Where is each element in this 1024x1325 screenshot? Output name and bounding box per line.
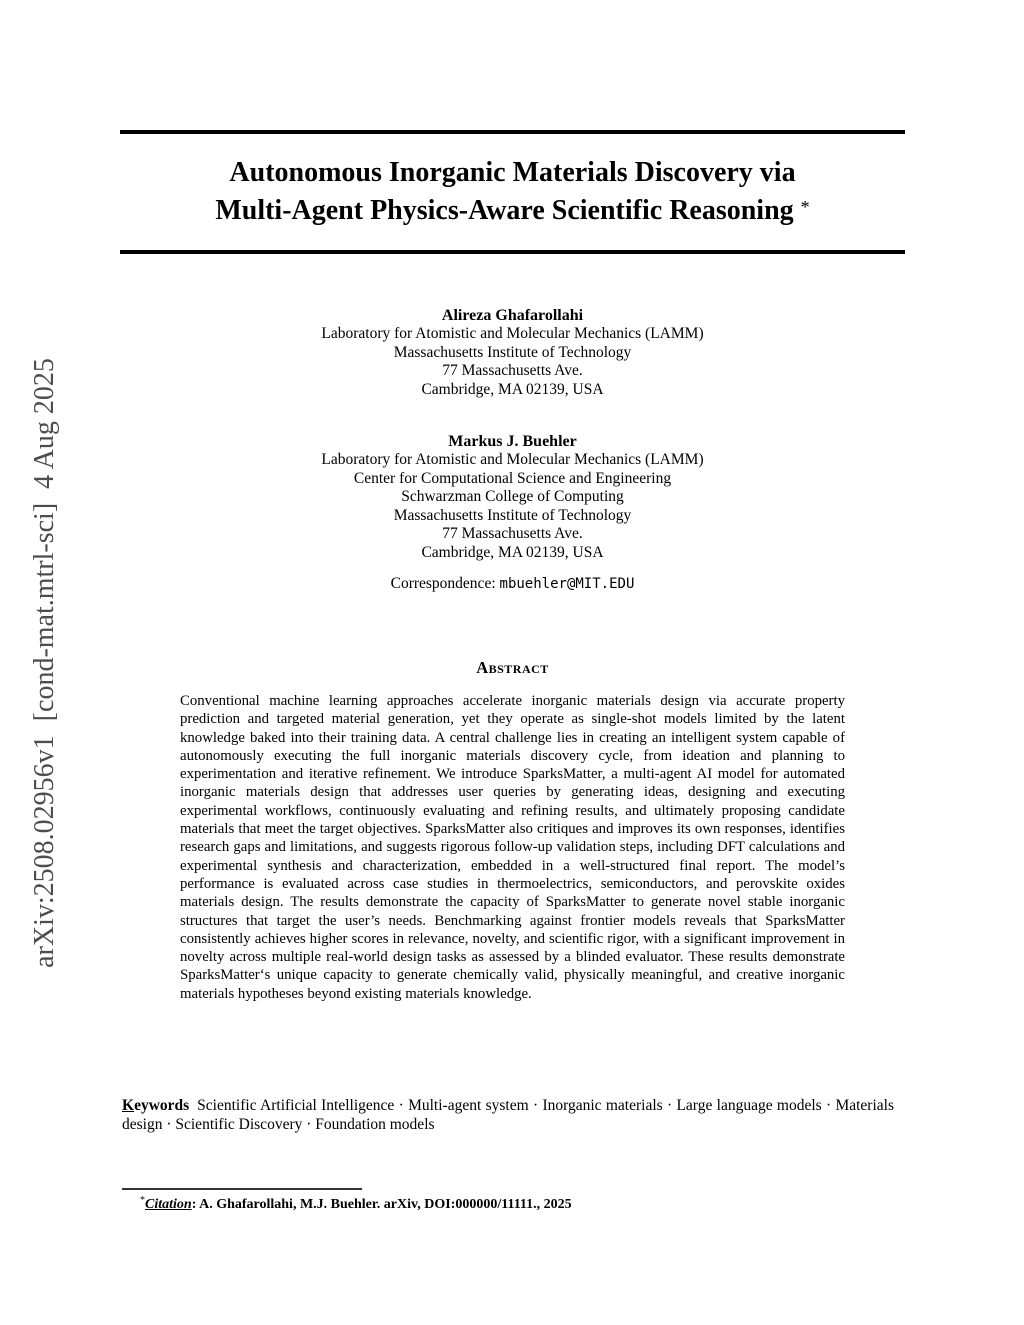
keywords-label: eywords	[134, 1097, 190, 1114]
header-rule-top	[120, 130, 905, 134]
footnote-asterisk: *	[140, 1195, 145, 1206]
paper-title-line1: Autonomous Inorganic Materials Discovery via	[229, 157, 796, 188]
keywords-section	[122, 1096, 894, 1134]
keywords-label-initial: K	[122, 1097, 135, 1114]
paper-title	[120, 155, 905, 228]
keywords-list: Scientific Artificial Intelligence · Multi-agent system · Inorganic materials · Large language models · Materials design · Scientific Discovery · Foundation models	[122, 1097, 894, 1133]
author-1-affiliation-line: Laboratory for Atomistic and Molecular Mechanics (LAMM)	[321, 325, 704, 342]
arxiv-sidebar-stamp: arXiv:2508.02956v1 [cond-mat.mtrl-sci] 4 Aug 2025	[29, 358, 60, 968]
author-2-affiliation-line: Laboratory for Atomistic and Molecular Mechanics (LAMM)	[321, 451, 704, 468]
author-1-name: Alireza Ghafarollahi	[441, 307, 584, 324]
author-2-affiliation-line: Center for Computational Science and Engineering	[353, 469, 672, 487]
correspondence-email: mbuehler@MIT.EDU	[499, 576, 635, 592]
correspondence-line	[120, 575, 905, 593]
author-2-name: Markus J. Buehler	[448, 433, 577, 450]
footnote-citation-text: : A. Ghafarollahi, M.J. Buehler. arXiv, DOI:000000/11111., 2025	[191, 1197, 572, 1212]
author-2-affiliation-line: Schwarzman College of Computing	[401, 488, 624, 506]
author-1-affiliation-line: Massachusetts Institute of Technology	[393, 343, 632, 361]
correspondence-label: Correspondence:	[390, 575, 500, 592]
author-1-affiliation-line: Cambridge, MA 02139, USA	[421, 380, 604, 398]
header-rule-bottom	[120, 250, 905, 254]
author-2-affiliation-line: 77 Massachusetts Ave.	[442, 525, 583, 543]
footnote-rule	[122, 1188, 362, 1190]
abstract-text: Conventional machine learning approaches accelerate inorganic materials design via accurate property prediction and targeted material generation, yet they operate as single-shot models limited by the latent knowledge baked into their training data. A central challenge lies in creating an intelligent system capable of autonomously executing the full inorganic materials discovery cycle, from ideation and planning to experimentation and iterative refinement. We introduce SparksMatter, a multi-agent AI model for automated inorganic materials design that addresses user queries by generating ideas, designing and executing experimental workflows, continuously evaluating and refining results, and ultimately proposing candidate materials that meet the target objectives. SparksMatter also critiques and improves its own responses, identifies research gaps and limitations, and suggests rigorous follow-up validation steps, including DFT calculations and experimental synthesis and characterization, embedded in a well-structured final report. The model’s performance is evaluated across case studies in thermoelectrics, semiconductors, and perovskite oxides materials design. The results demonstrate the capacity of SparksMatter to generate novel stable inorganic structures that target the user’s needs. Benchmarking against frontier models reveals that SparksMatter consistently achieves higher scores in relevance, novelty, and scientific rigor, with a significant improvement in novelty across multiple real-world design tasks as assessed by a blinded evaluator. These results demonstrate SparksMatter‘s unique capacity to generate chemically valid, physically meaningful, and creative inorganic materials hypotheses beyond existing materials knowledge.	[180, 693, 845, 1002]
author-block-2	[120, 432, 905, 563]
abstract-heading: Abstract	[476, 658, 549, 677]
title-thanks-marker: *	[800, 197, 810, 217]
author-1-affiliation-line: 77 Massachusetts Ave.	[442, 362, 583, 380]
author-block-1	[120, 306, 905, 399]
author-2-affiliation-line: Massachusetts Institute of Technology	[393, 506, 632, 524]
paper-title-line2: Multi-Agent Physics-Aware Scientific Reasoning	[215, 195, 794, 226]
footnote-citation-label: Citation	[145, 1197, 192, 1212]
author-2-affiliation-line: Cambridge, MA 02139, USA	[421, 543, 604, 561]
citation-footnote	[122, 1192, 902, 1213]
